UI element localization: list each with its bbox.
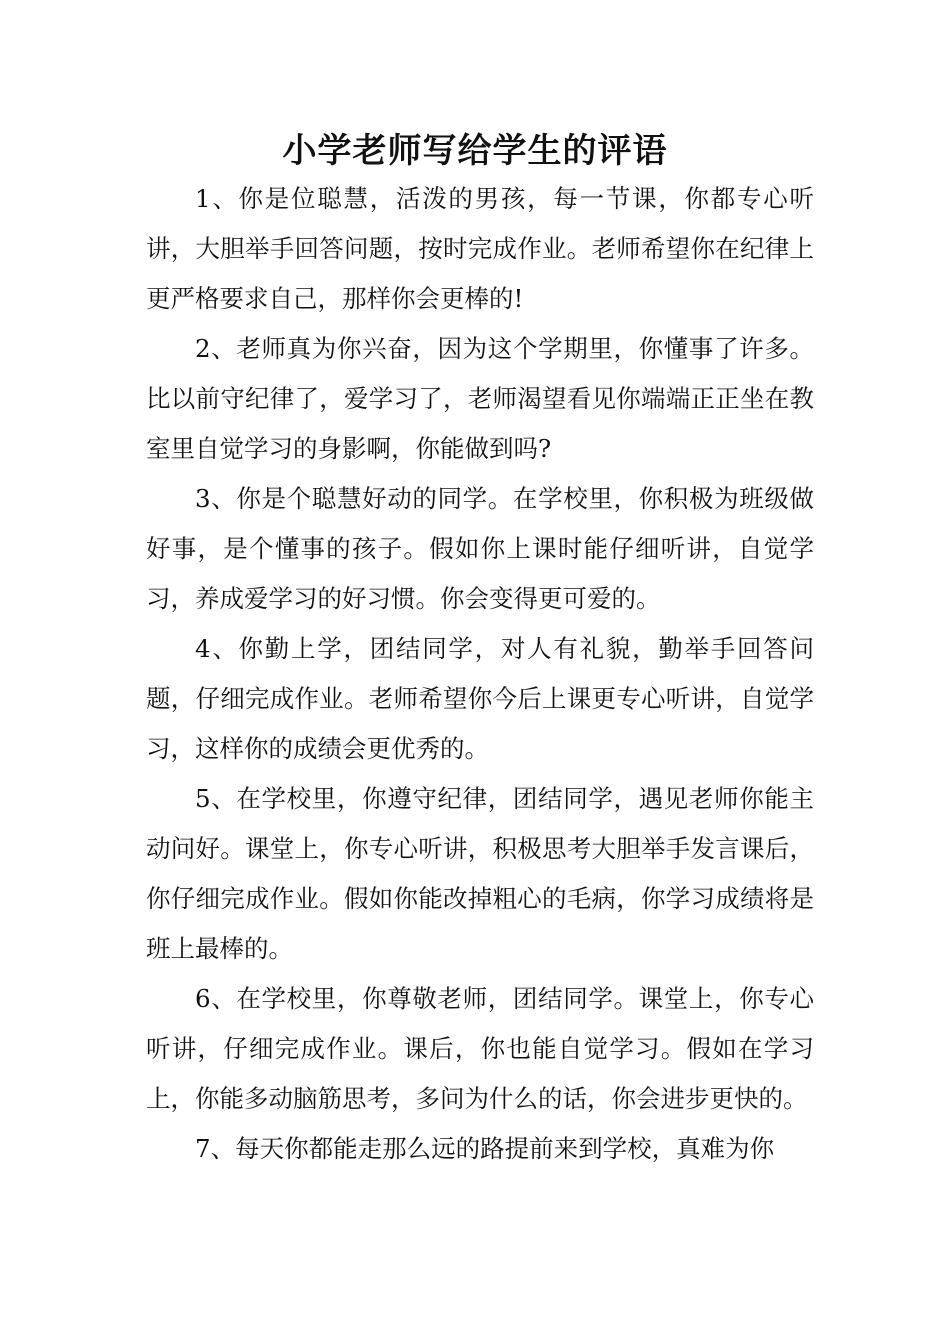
- comment-paragraph-3: 3、你是个聪慧好动的同学。在学校里，你积极为班级做好事，是个懂事的孩子。假如你上课时能仔细听讲，自觉学习，养成爱学习的好习惯。你会变得更可爱的。: [146, 484, 814, 613]
- comment-paragraph-5: 5、在学校里，你遵守纪律，团结同学，遇见老师你能主动问好。课堂上，你专心听讲，积极思考大胆举手发言课后，你仔细完成作业。假如你能改掉粗心的毛病，你学习成绩将是班上最棒的。: [146, 784, 814, 963]
- comment-paragraph-2: 2、老师真为你兴奋，因为这个学期里，你懂事了许多。比以前守纪律了，爱学习了，老师渴望看见你端端正正坐在教室里自觉学习的身影啊，你能做到吗?: [146, 334, 814, 463]
- comment-paragraph-6: 6、在学校里，你尊敬老师，团结同学。课堂上，你专心听讲，仔细完成作业。课后，你也能自觉学习。假如在学习上，你能多动脑筋思考，多问为什么的话，你会进步更快的。: [146, 984, 814, 1113]
- comment-paragraph-4: 4、你勤上学，团结同学，对人有礼貌，勤举手回答问题，仔细完成作业。老师希望你今后上课更专心听讲，自觉学习，这样你的成绩会更优秀的。: [146, 634, 814, 763]
- comment-paragraph-1: 1、你是位聪慧，活泼的男孩，每一节课，你都专心听讲，大胆举手回答问题，按时完成作业。老师希望你在纪律上更严格要求自己，那样你会更棒的!: [146, 184, 814, 313]
- comment-paragraph-7: 7、每天你都能走那么远的路提前来到学校，真难为你: [195, 1134, 775, 1163]
- document-title: 小学老师写给学生的评语: [282, 131, 668, 171]
- document-body: [146, 174, 814, 1174]
